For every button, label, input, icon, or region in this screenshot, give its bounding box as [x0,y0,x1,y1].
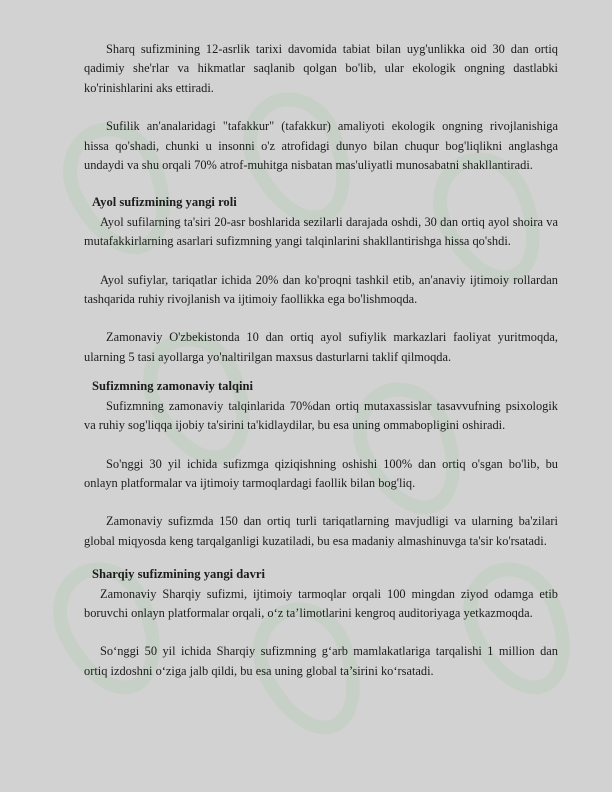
paragraph-2: Sufilik an'analaridagi "tafakkur" (tafakkur) amaliyoti ekologik ongning rivojlanishiga hissa qo'shadi, chunki u insonni o'z atrofidagi dunyo bilan chuqur bog'liqlikni anglashga undaydi va shu orqali 70% atrof-muhitga nisbatan mas'uliyatli munosabatni shakllantiradi. [84,119,558,173]
paragraph-10: So‘nggi 50 yil ichida Sharqiy sufizmning g‘arb mamlakatlariga tarqalishi 1 million dan ortiq izdoshni o‘ziga jalb qildi, bu esa uning global ta’sirini ko‘rsatadi. [84,644,558,678]
paragraph-9: Zamonaviy Sharqiy sufizmi, ijtimoiy tarmoqlar orqali 100 mingdan ziyod odamga etib boruvchi onlayn platformalar orqali, o‘z ta’limotlarini kengroq auditoriyaga yetkazmoqda. [84,586,558,620]
section-heading-1: Ayol sufizmining yangi roli [92,195,237,210]
section-heading-2: Sufizmning zamonaviy talqini [92,379,253,394]
paragraph-5: Zamonaviy O'zbekistonda 10 dan ortiq ayol sufiylik markazlari faoliyat yuritmoqda, ularning 5 tasi ayollarga yo'naltirilgan maxsus dasturlarni taklif qilmoqda. [84,330,558,364]
paragraph-1: Sharq sufizmining 12-asrlik tarixi davomida tabiat bilan uyg'unlikka oid 30 dan ortiq qadimiy she'rlar va hikmatlar saqlanib qolgan bo'lib, ular ekologik ongning dastlabki ko'rinishlarini aks ettiradi. [84,42,558,95]
paragraph-4: Ayol sufiylar, tariqatlar ichida 20% dan ko'proqni tashkil etib, an'anaviy ijtimoiy rollardan tashqarida ruhiy rivojlanish va ijtimoiy faollikka ega bo'lishmoqda. [84,272,558,307]
paragraph-7: So'nggi 30 yil ichida sufizmga qiziqishning oshishi 100% dan ortiq o'sgan bo'lib, bu onlayn platformalar va ijtimoiy tarmoqlardagi faollik bilan bog'liq. [84,456,558,490]
document-page [84,40,558,681]
section-heading-3: Sharqiy sufizmining yangi davri [92,567,265,582]
paragraph-8: Zamonaviy sufizmda 150 dan ortiq turli tariqatlarning mavjudligi va ularning ba'zilari global miqyosda keng tarqalganligi kuzatiladi, bu esa madaniy almashinuvga ta'sir ko'rsatadi. [84,514,558,548]
paragraph-6: Sufizmning zamonaviy talqinlarida 70%dan ortiq mutaxassislar tasavvufning psixologik va ruhiy sog'liqqa ijobiy ta'sirini ta'kidlaydilar, bu esa uning ommabopligini oshiradi. [84,398,558,433]
paragraph-3: Ayol sufilarning ta'siri 20-asr boshlarida sezilarli darajada oshdi, 30 dan ortiq ayol shoira va mutafakkirlarning asarlari sufizmning yangi talqinlarini shakllantirishga hissa qo'shdi. [84,214,558,249]
